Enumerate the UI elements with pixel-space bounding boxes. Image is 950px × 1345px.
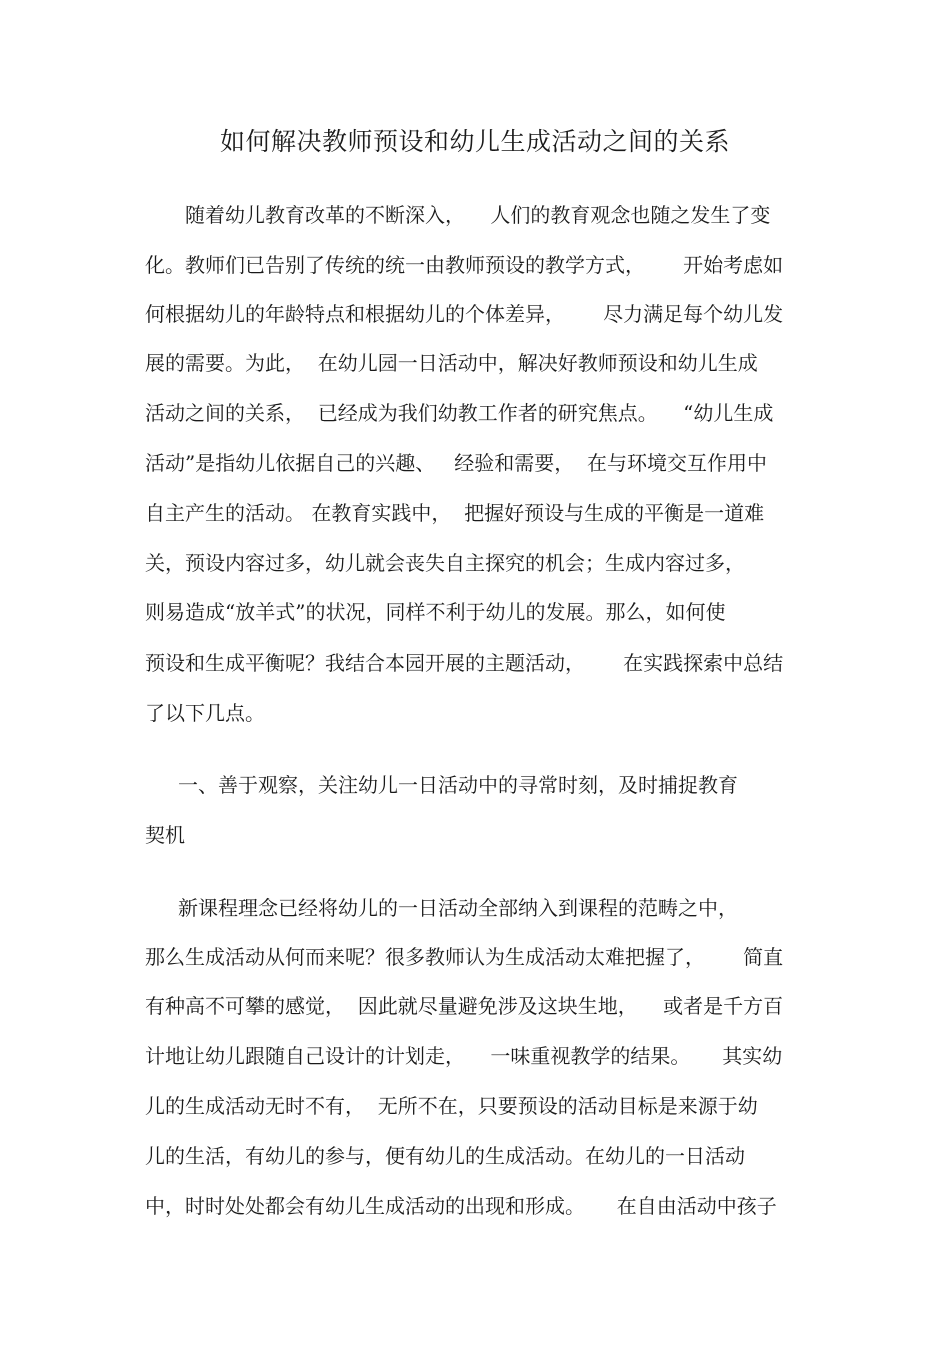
section-heading-line: 契机 <box>145 823 185 847</box>
paragraph-line: 新课程理念已经将幼儿的一日活动全部纳入到课程的范畴之中， <box>178 896 738 920</box>
paragraph-line: 展的需要。为此， 在幼儿园一日活动中，解决好教师预设和幼儿生成 <box>145 351 758 375</box>
section-heading-line: 一、善于观察，关注幼儿一日活动中的寻常时刻，及时捕捉教育 <box>178 773 738 797</box>
document-title: 如何解决教师预设和幼儿生成活动之间的关系 <box>219 127 730 156</box>
paragraph-line: 随着幼儿教育改革的不断深入， 人们的教育观念也随之发生了变 <box>185 203 771 227</box>
paragraph-line: 活动”是指幼儿依据自己的兴趣、 经验和需要， 在与环境交互作用中 <box>145 451 768 475</box>
paragraph-line: 儿的生活，有幼儿的参与，便有幼儿的生成活动。在幼儿的一日活动 <box>145 1144 745 1168</box>
paragraph-line: 何根据幼儿的年龄特点和根据幼儿的个体差异， 尽力满足每个幼儿发 <box>145 302 784 326</box>
paragraph-line: 则易造成“放羊式”的状况，同样不利于幼儿的发展。那么，如何使 <box>145 600 726 624</box>
paragraph-line: 活动之间的关系， 已经成为我们幼教工作者的研究焦点。 “幼儿生成 <box>145 401 774 425</box>
paragraph-line: 自主产生的活动。 在教育实践中， 把握好预设与生成的平衡是一道难 <box>145 501 765 525</box>
paragraph-line: 那么生成活动从何而来呢？很多教师认为生成活动太难把握了， 简直 <box>145 945 784 969</box>
paragraph-line: 了以下几点。 <box>145 701 265 725</box>
paragraph-line: 计地让幼儿跟随自己设计的计划走， 一味重视教学的结果。 其实幼 <box>145 1044 783 1068</box>
paragraph-line: 中，时时处处都会有幼儿生成活动的出现和形成。 在自由活动中孩子 <box>145 1194 777 1218</box>
paragraph-line: 儿的生成活动无时不有， 无所不在，只要预设的活动目标是来源于幼 <box>145 1094 758 1118</box>
paragraph-line: 关，预设内容过多，幼儿就会丧失自主探究的机会；生成内容过多， <box>145 551 745 575</box>
paragraph-line: 化。教师们已告别了传统的统一由教师预设的教学方式， 开始考虑如 <box>145 253 784 277</box>
paragraph-line: 有种高不可攀的感觉， 因此就尽量避免涉及这块生地， 或者是千方百 <box>145 994 784 1018</box>
paragraph-line: 预设和生成平衡呢？我结合本园开展的主题活动， 在实践探索中总结 <box>145 651 784 675</box>
